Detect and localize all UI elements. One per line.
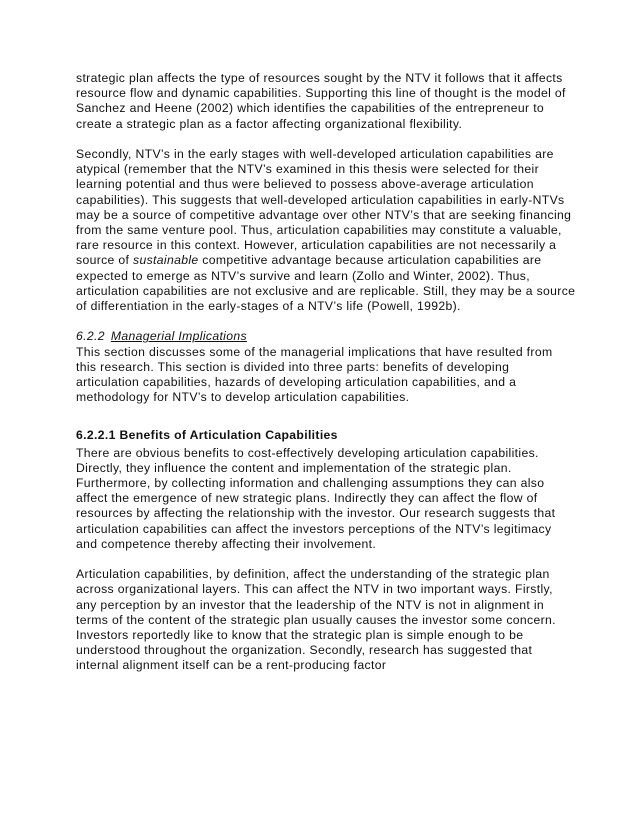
paragraph-benefits: There are obvious benefits to cost-effectively developing articulation capabilities. Directly, they influence the content and implementation of the strategic plan. Furthermore, by collecting information and challenging assumptions they can also affect the emergence of new strategic plans. Indirectly they can affect the flow of resources by affecting the relationship with the investor. Our research suggests that articulation capabilities can affect the investors perceptions of the NTV’s legitimacy and competence thereby affecting their involvement. (76, 445, 556, 551)
document-page (76, 71, 576, 674)
section-heading-managerial-implications (76, 329, 576, 344)
paragraph-secondly (76, 147, 576, 314)
paragraph-section-intro: This section discusses some of the managerial implications that have resulted from this research. This section is divided into three parts: benefits of developing articulation capabilities, hazards of developing articulation capabilities, and a methodology for NTV’s to develop articulation capabilities. (76, 344, 553, 405)
section-title: Managerial Implications (110, 329, 247, 344)
subsection-heading-benefits: 6.2.2.1 Benefits of Articulation Capabilities (76, 428, 338, 443)
paragraph-secondly-part-b: competitive advantage because articulation capabilities are expected to emerge as NTV’s survive and learn (Zollo and Winter, 2002). Thus, articulation capabilities are not exclusive and are replicable. Still, they may be a source of differentiation in the early-stages of a NTV’s life (Powell, 1992b). (76, 253, 576, 314)
emphasis-sustainable: sustainable (133, 253, 199, 268)
section-number: 6.2.2 (76, 329, 105, 344)
paragraph-secondly-part-a: Secondly, NTV’s in the early stages with well-developed articulation capabilities are atypical (remember that the NTV’s examined in this thesis were selected for their learning potential and thus were believed to possess above-average articulation capabilities). This suggests that well-developed articulation capabilities in early-NTVs may be a source of competitive advantage over other NTV’s that are seeking financing from the same venture pool. Thus, articulation capabilities may constitute a valuable, rare resource in this context. However, articulation capabilities are not necessarily a source of (76, 147, 572, 268)
paragraph-strategic-plan: strategic plan affects the type of resources sought by the NTV it follows that it affects resource flow and dynamic capabilities. Supporting this line of thought is the model of Sanchez and Heene (2002) which identifies the capabilities of the entrepreneur to create a strategic plan as a factor affecting organizational flexibility. (76, 71, 566, 131)
paragraph-alignment: Articulation capabilities, by definition, affect the understanding of the strategic plan across organizational layers. This can affect the NTV in two important ways. Firstly, any perception by an investor that the leadership of the NTV is not in alignment in terms of the content of the strategic plan usually causes the investor some concern. Investors reportedly like to know that the strategic plan is simple enough to be understood throughout the organization. Secondly, research has suggested that internal alignment itself can be a rent-producing factor (76, 567, 556, 673)
